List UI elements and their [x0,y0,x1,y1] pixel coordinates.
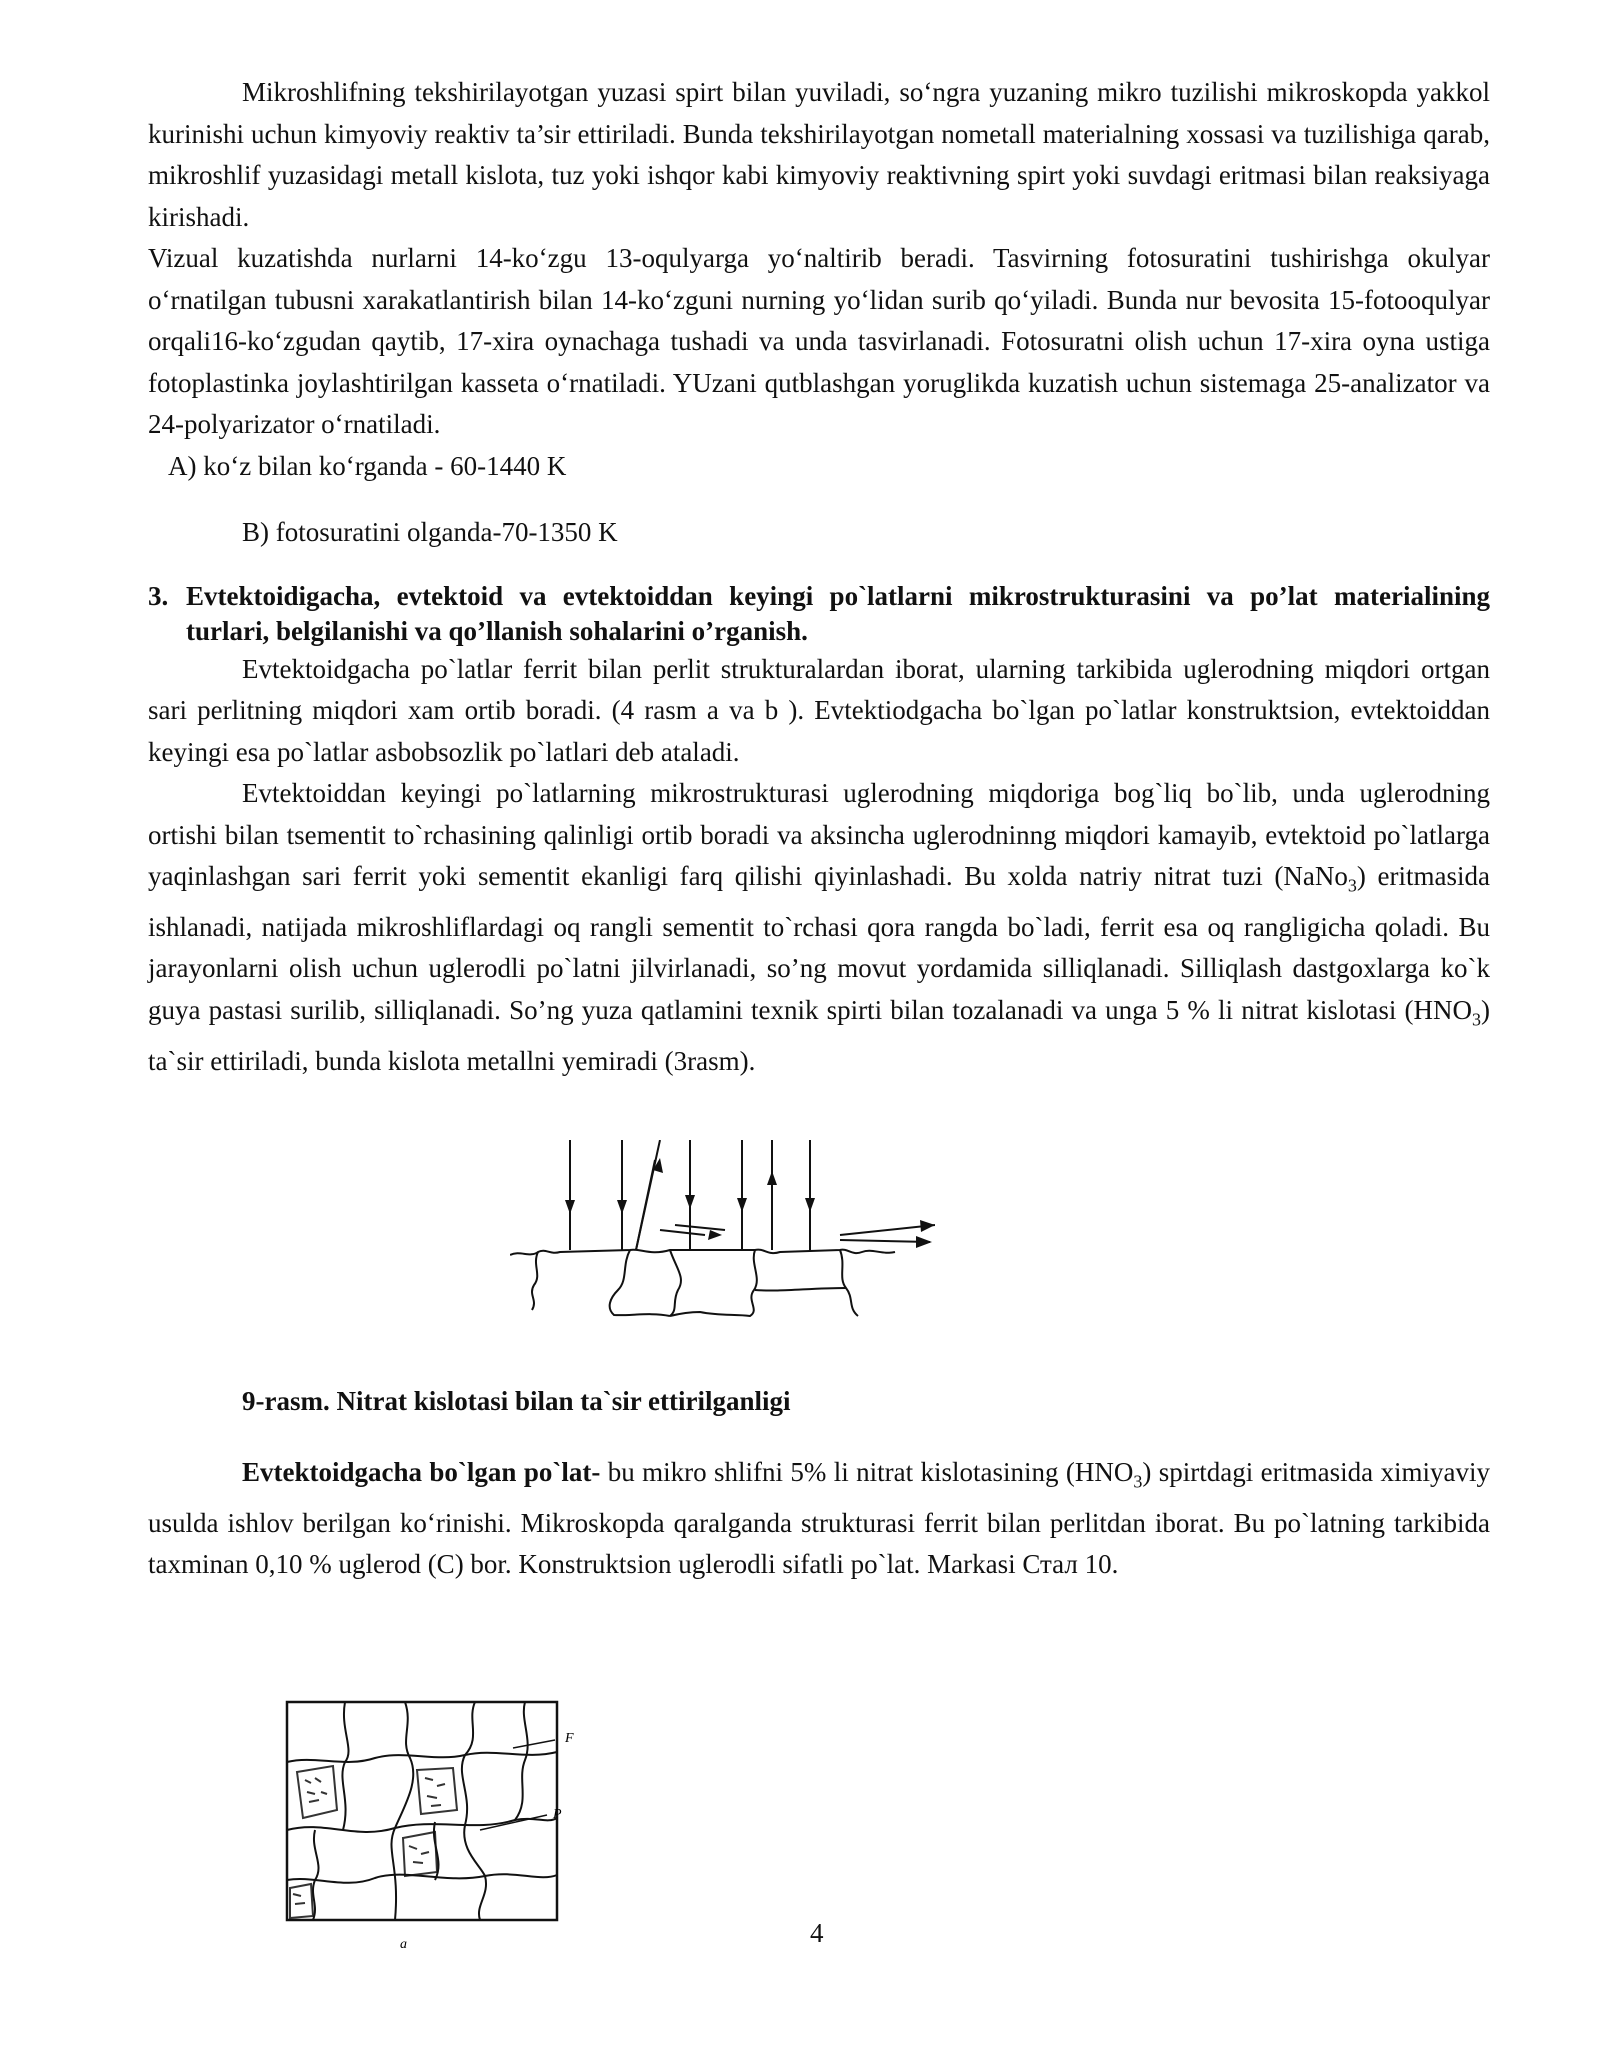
text-run: ) eritmasida ishlanadi, natijada mikroshliflardagi oq rangli sementit to`rchasi qora rangda bo`ladi, ferrit esa oq rangligicha qoladi. Bu jarayonlarni olish uchun uglerodli po`latni jilvirlanadi, so’ng movut yordamida silliqlanadi. Silliqlash dastgoxlarga ko`k guya pastasi surilib, silliqlanadi. So’ng yuza qatlamini texnik spirti bilan tozalanadi va unga 5 % li nitrat kislotasi (HNO [148,861,1491,1025]
section-number: 3. [148,580,169,611]
label-a: a [400,1937,407,1952]
microstructure-figure [285,1700,615,1970]
label-f: F [565,1731,574,1746]
paragraph-hypoeutectoid: Evtektoidgacha po`latlar ferrit bilan perlit strukturalardan iborat, ularning tarkibida uglerodning miqdori ortgan sari perlitning miqdori xam ortib boradi. (4 rasm a va b ). Evtektiodgacha bo`lgan po`latlar konstruktsion, evtektoiddan keyingi esa po`latlar asbobsozlik po`latlari deb ataladi. [148,653,1490,767]
page-number: 4 [810,1918,824,1948]
text-run: bu mikro shlifni 5% li nitrat kislotasining (HNO [600,1457,1134,1487]
paragraph-visual-observation: Vizual kuzatishda nurlarni 14-ko‘zgu 13-oqulyarga yo‘naltirib beradi. Tasvirning fotosuratini tushirishga okulyar o‘rnatilgan tubusni xarakatlantirish bilan 14-ko‘zguni nurning yo‘lidan surib qo‘yiladi. Bunda nur bevosita 15-fotooqulyar orqali16-ko‘zgudan qaytib, 17-xira oynachaga tushadi va unda tasvirlanadi. Fotosuratni olish uchun 17-xira oyna ustiga fotoplastinka joylashtirilgan kasseta o‘rnatiladi. YUzani qutblashgan yoruglikda kuzatish uchun sistemaga 25-analizator va 24-polyarizator o‘rnatiladi. [148,243,1490,439]
label-p: P [553,1807,562,1822]
paragraph-steel-description [148,1452,1490,1586]
text-block-bottom [148,1452,1490,1586]
etching-reflection-diagram [510,1140,935,1340]
text-block-top [148,72,1490,1082]
paragraph-etching: Mikroshlifning tekshirilayotgan yuzasi spirt bilan yuviladi, so‘ngra yuzaning mikro tuzilishi mikroskopda yakkol kurinishi uchun kimyoviy reaktiv ta’sir ettiriladi. Bunda tekshirilayotgan nometall materialning xossasi va tuzilishiga qarab, mikroshlif yuzasidagi metall kislota, tuz yoki ishqor kabi kimyoviy reaktivning spirt yoki suvdagi eritmasi bilan reaksiyaga kirishadi. [148,77,1490,232]
figure-caption: 9-rasm. Nitrat kislotasi bilan ta`sir ettirilganligi [242,1386,791,1416]
section-heading [148,579,1490,649]
bold-term: Evtektoidgacha bo`lgan po`lat- [242,1457,601,1487]
text-run: ) spirtdagi eritmasida ximiyaviy usulda ishlov berilgan ko‘rinishi. Mikroskopda qaralganda strukturasi ferrit bilan perlitdan iborat. Bu po`latning tarkibida taxminan 0,10 % uglerod (C) bor. Konstruktsion uglerodli sifatli po`lat. Markasi Стал 10. [148,1457,1490,1580]
text-run: Evtektoiddan keyingi po`latlarning mikrostrukturasi uglerodning miqdoriga bog`liq bo`lib, unda uglerodning ortishi bilan tsementit to`rchasining qalinligi ortib boradi va aksincha uglerodninng miqdori kamayib, evtektoid po`latlarga yaqinlashgan sari ferrit yoki sementit ekanligi farq qilishi qiyinlashadi. Bu xolda natriy nitrat tuzi (NaNo [148,778,1490,891]
option-b: B) fotosuratini olganda-70-1350 K [242,517,618,547]
option-a: A) ko‘z bilan ko‘rganda - 60-1440 K [168,450,567,481]
subscript: 3 [1347,875,1357,896]
subscript: 3 [1133,1471,1143,1492]
paragraph-hypereutectoid [148,773,1490,1082]
section-title: Evtektoidigacha, evtektoid va evtektoiddan keyingi po`latlarni mikrostrukturasini va po’lat materialining turlari, belgilanishi va qo’llanish sohalarini o’rganish. [186,580,1490,646]
text-run: ) ta`sir ettiriladi, bunda kislota metallni yemiradi (3rasm). [148,994,1490,1076]
subscript: 3 [1472,1009,1481,1030]
